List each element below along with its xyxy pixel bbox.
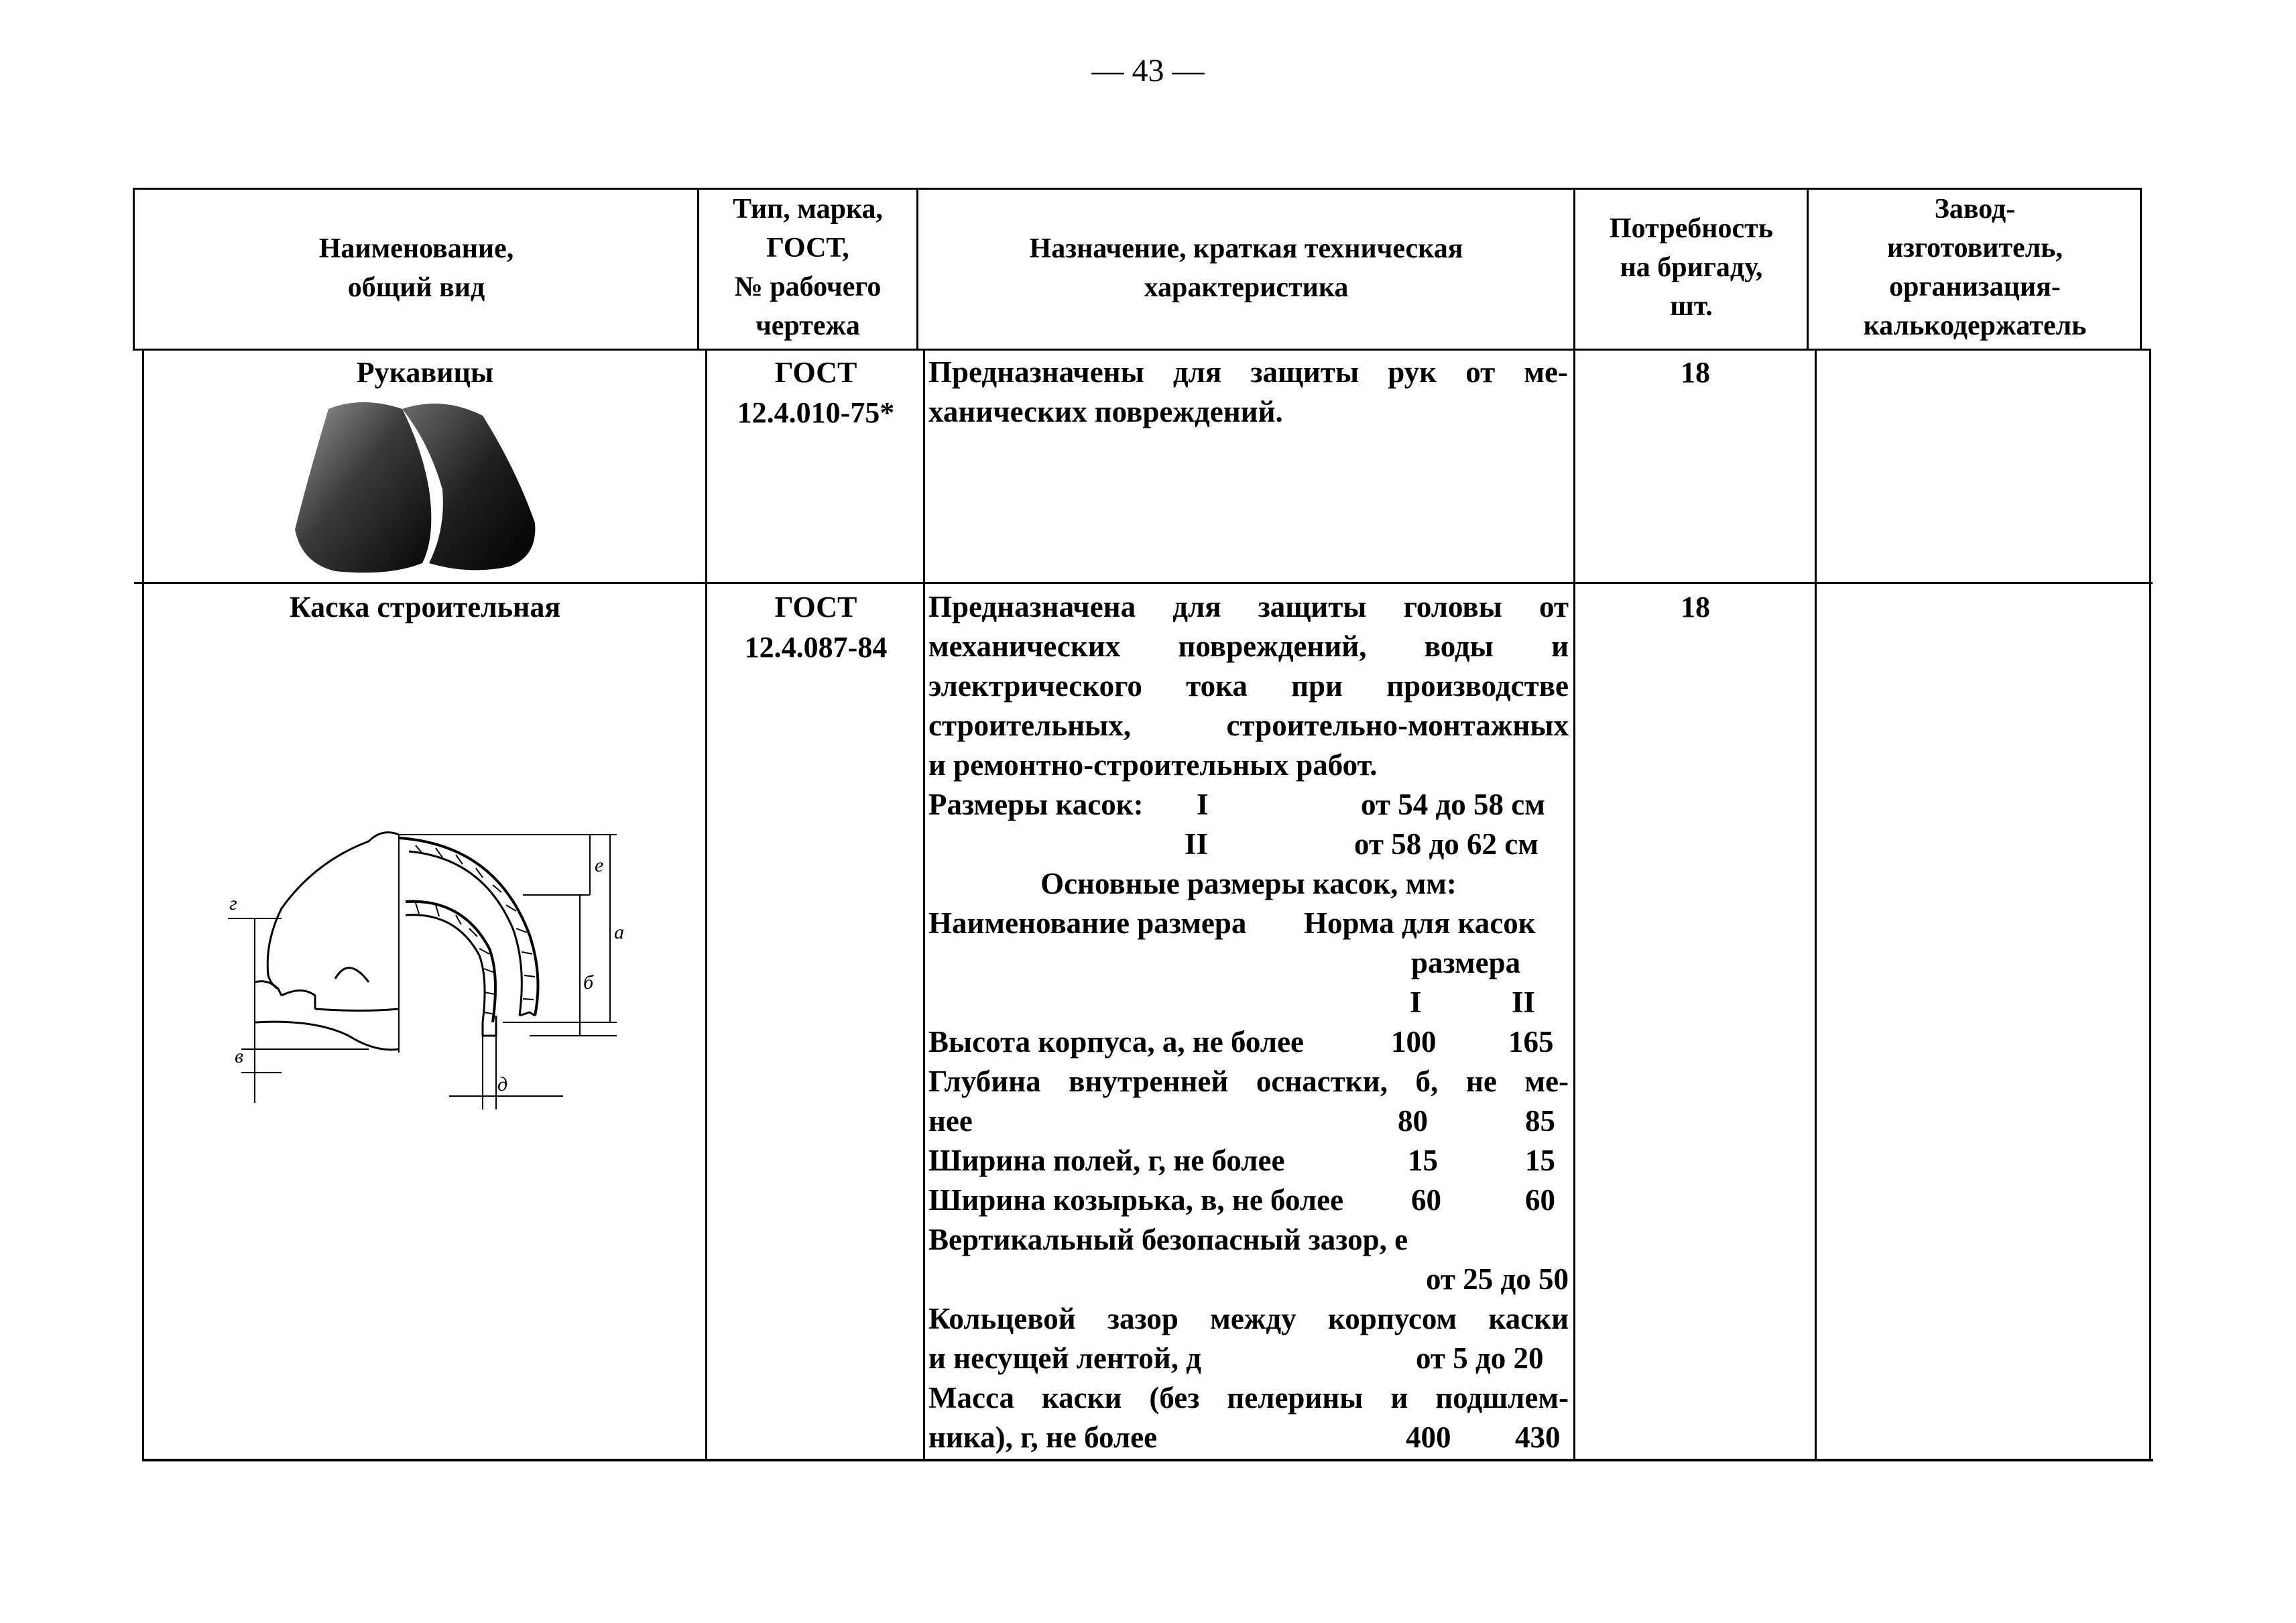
row2-type: ГОСТ 12.4.087-84 bbox=[744, 591, 888, 664]
drawing-label-a: а bbox=[614, 921, 624, 943]
drawing-label-g: г bbox=[229, 892, 237, 914]
header-maker: Завод- изготовитель, организация- калькодержатель bbox=[1863, 194, 2087, 341]
row1-type: ГОСТ 12.4.010-75* bbox=[737, 356, 895, 429]
drawing-label-e: е bbox=[595, 854, 604, 876]
row2-need: 18 bbox=[1681, 591, 1710, 623]
page-number: — 43 — bbox=[1091, 53, 1205, 88]
drawing-label-v: в bbox=[235, 1045, 244, 1067]
mittens-image bbox=[288, 396, 543, 578]
row1-need: 18 bbox=[1681, 356, 1710, 389]
row2-name: Каска строительная bbox=[289, 591, 561, 623]
header-name: Наименование, общий вид bbox=[318, 233, 514, 303]
header-purpose: Назначение, краткая техническая характеристика bbox=[1029, 233, 1463, 303]
row1-name: Рукавицы bbox=[356, 356, 494, 389]
header-type: Тип, марка, ГОСТ, № рабочего чертежа bbox=[732, 194, 884, 341]
header-need: Потребность на бригаду, шт. bbox=[1610, 213, 1773, 322]
drawing-label-b: б bbox=[583, 971, 594, 994]
row1-purpose: Предназначены для защиты рук от ме- ханических повреждений. bbox=[928, 355, 1568, 428]
helmet-drawing bbox=[215, 821, 630, 1116]
drawing-label-d: д bbox=[497, 1073, 508, 1095]
row2-purpose: Предназначена для защиты головы от механических повреждений, воды и электрического тока при производстве строительных, строительно-монтажных и ремонтно-строительных работ. Размеры касок: I от 54 до 58 см II от 58 до 62 см Основные размеры касок, мм: Наименование размера Норма для касок размера I II Высота корпуса, а, не более 100 165 Глубина внутренней оснастки, б, не ме- нее 80 85 Ширина полей, г, не более 15 15 Ширина козырька, в, не более 60 60 Вертикальный безопасный зазор, е от 25 до 50 Кольцевой зазор между корпусом каски и несущей лентой, д от 5 до 20 Масса каски (без пелерины и подшлем- ника), г, не более 400 430 bbox=[928, 590, 1569, 1454]
